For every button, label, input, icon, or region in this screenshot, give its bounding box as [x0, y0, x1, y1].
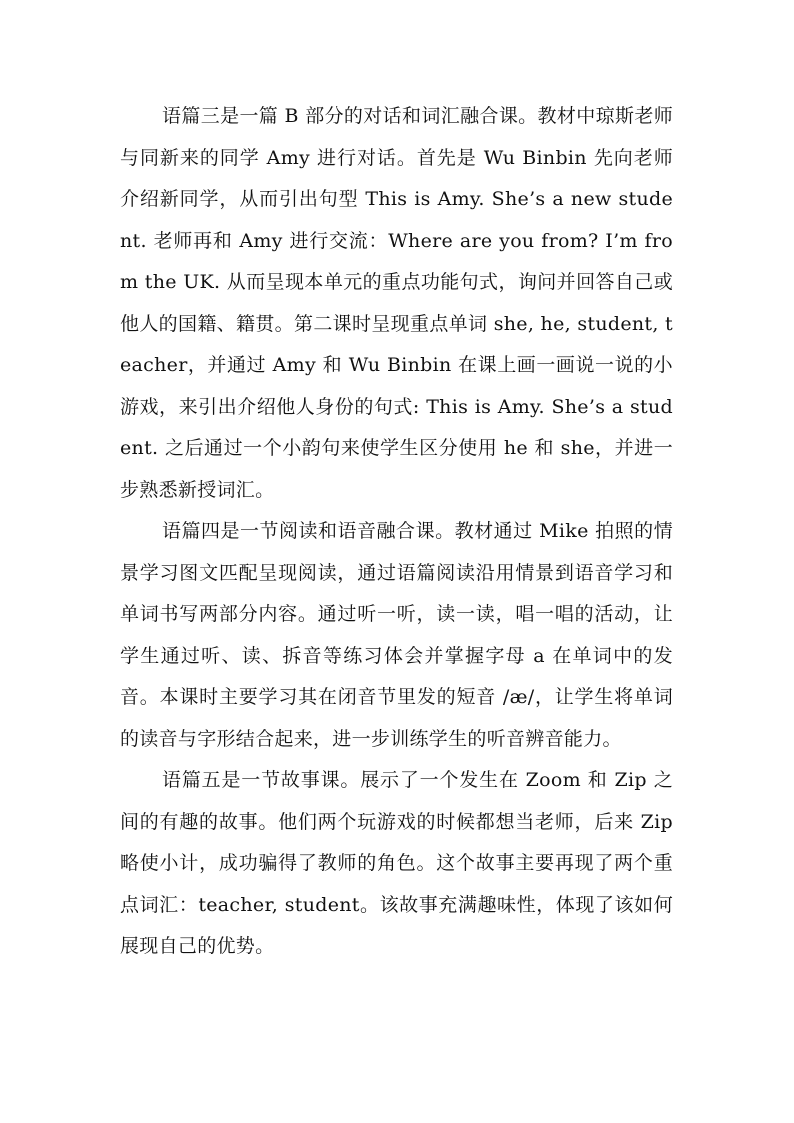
paragraph-text-4: 语篇四是一节阅读和语音融合课。教材通过 Mike 拍照的情景学习图文匹配呈现阅读，通过语篇阅读沿用情景到语音学习和单词书写两部分内容。通过听一听，读一读，唱一唱的活动，让学生通过听、读、拆音等练习体会并掌握字母 a 在单词中的发音。本课时主要学习其在闭音节里发的短音 /æ/，让学生将单词的读音与字形结合起来，进一步训练学生的听音辨音能力。: [120, 520, 673, 750]
paragraph-text-3: 语篇三是一篇 B 部分的对话和词汇融合课。教材中琼斯老师与同新来的同学 Amy 进行对话。首先是 Wu Binbin 先向老师介绍新同学，从而引出句型 This is Amy. She’s a new student. 老师再和 Amy 进行交流：Where are you from? I’m from the UK. 从而呈现本单元的重点功能句式，询问并回答自己或他人的国籍、籍贯。第二课时呈现重点单词 she, he, student, teacher，并通过 Amy 和 Wu Binbin 在课上画一画说一说的小游戏，来引出介绍他人身份的句式: This is Amy. She’s a student. 之后通过一个小韵句来使学生区分使用 he 和 she，并进一步熟悉新授词汇。: [120, 105, 673, 501]
paragraph-text-5: 语篇五是一节故事课。展示了一个发生在 Zoom 和 Zip 之间的有趣的故事。他们两个玩游戏的时候都想当老师，后来 Zip 略使小计，成功骗得了教师的角色。这个故事主要再现了两个重点词汇：teacher, student。该故事充满趣味性，体现了该如何展现自己的优势。: [120, 769, 673, 957]
document-body: [120, 96, 673, 968]
